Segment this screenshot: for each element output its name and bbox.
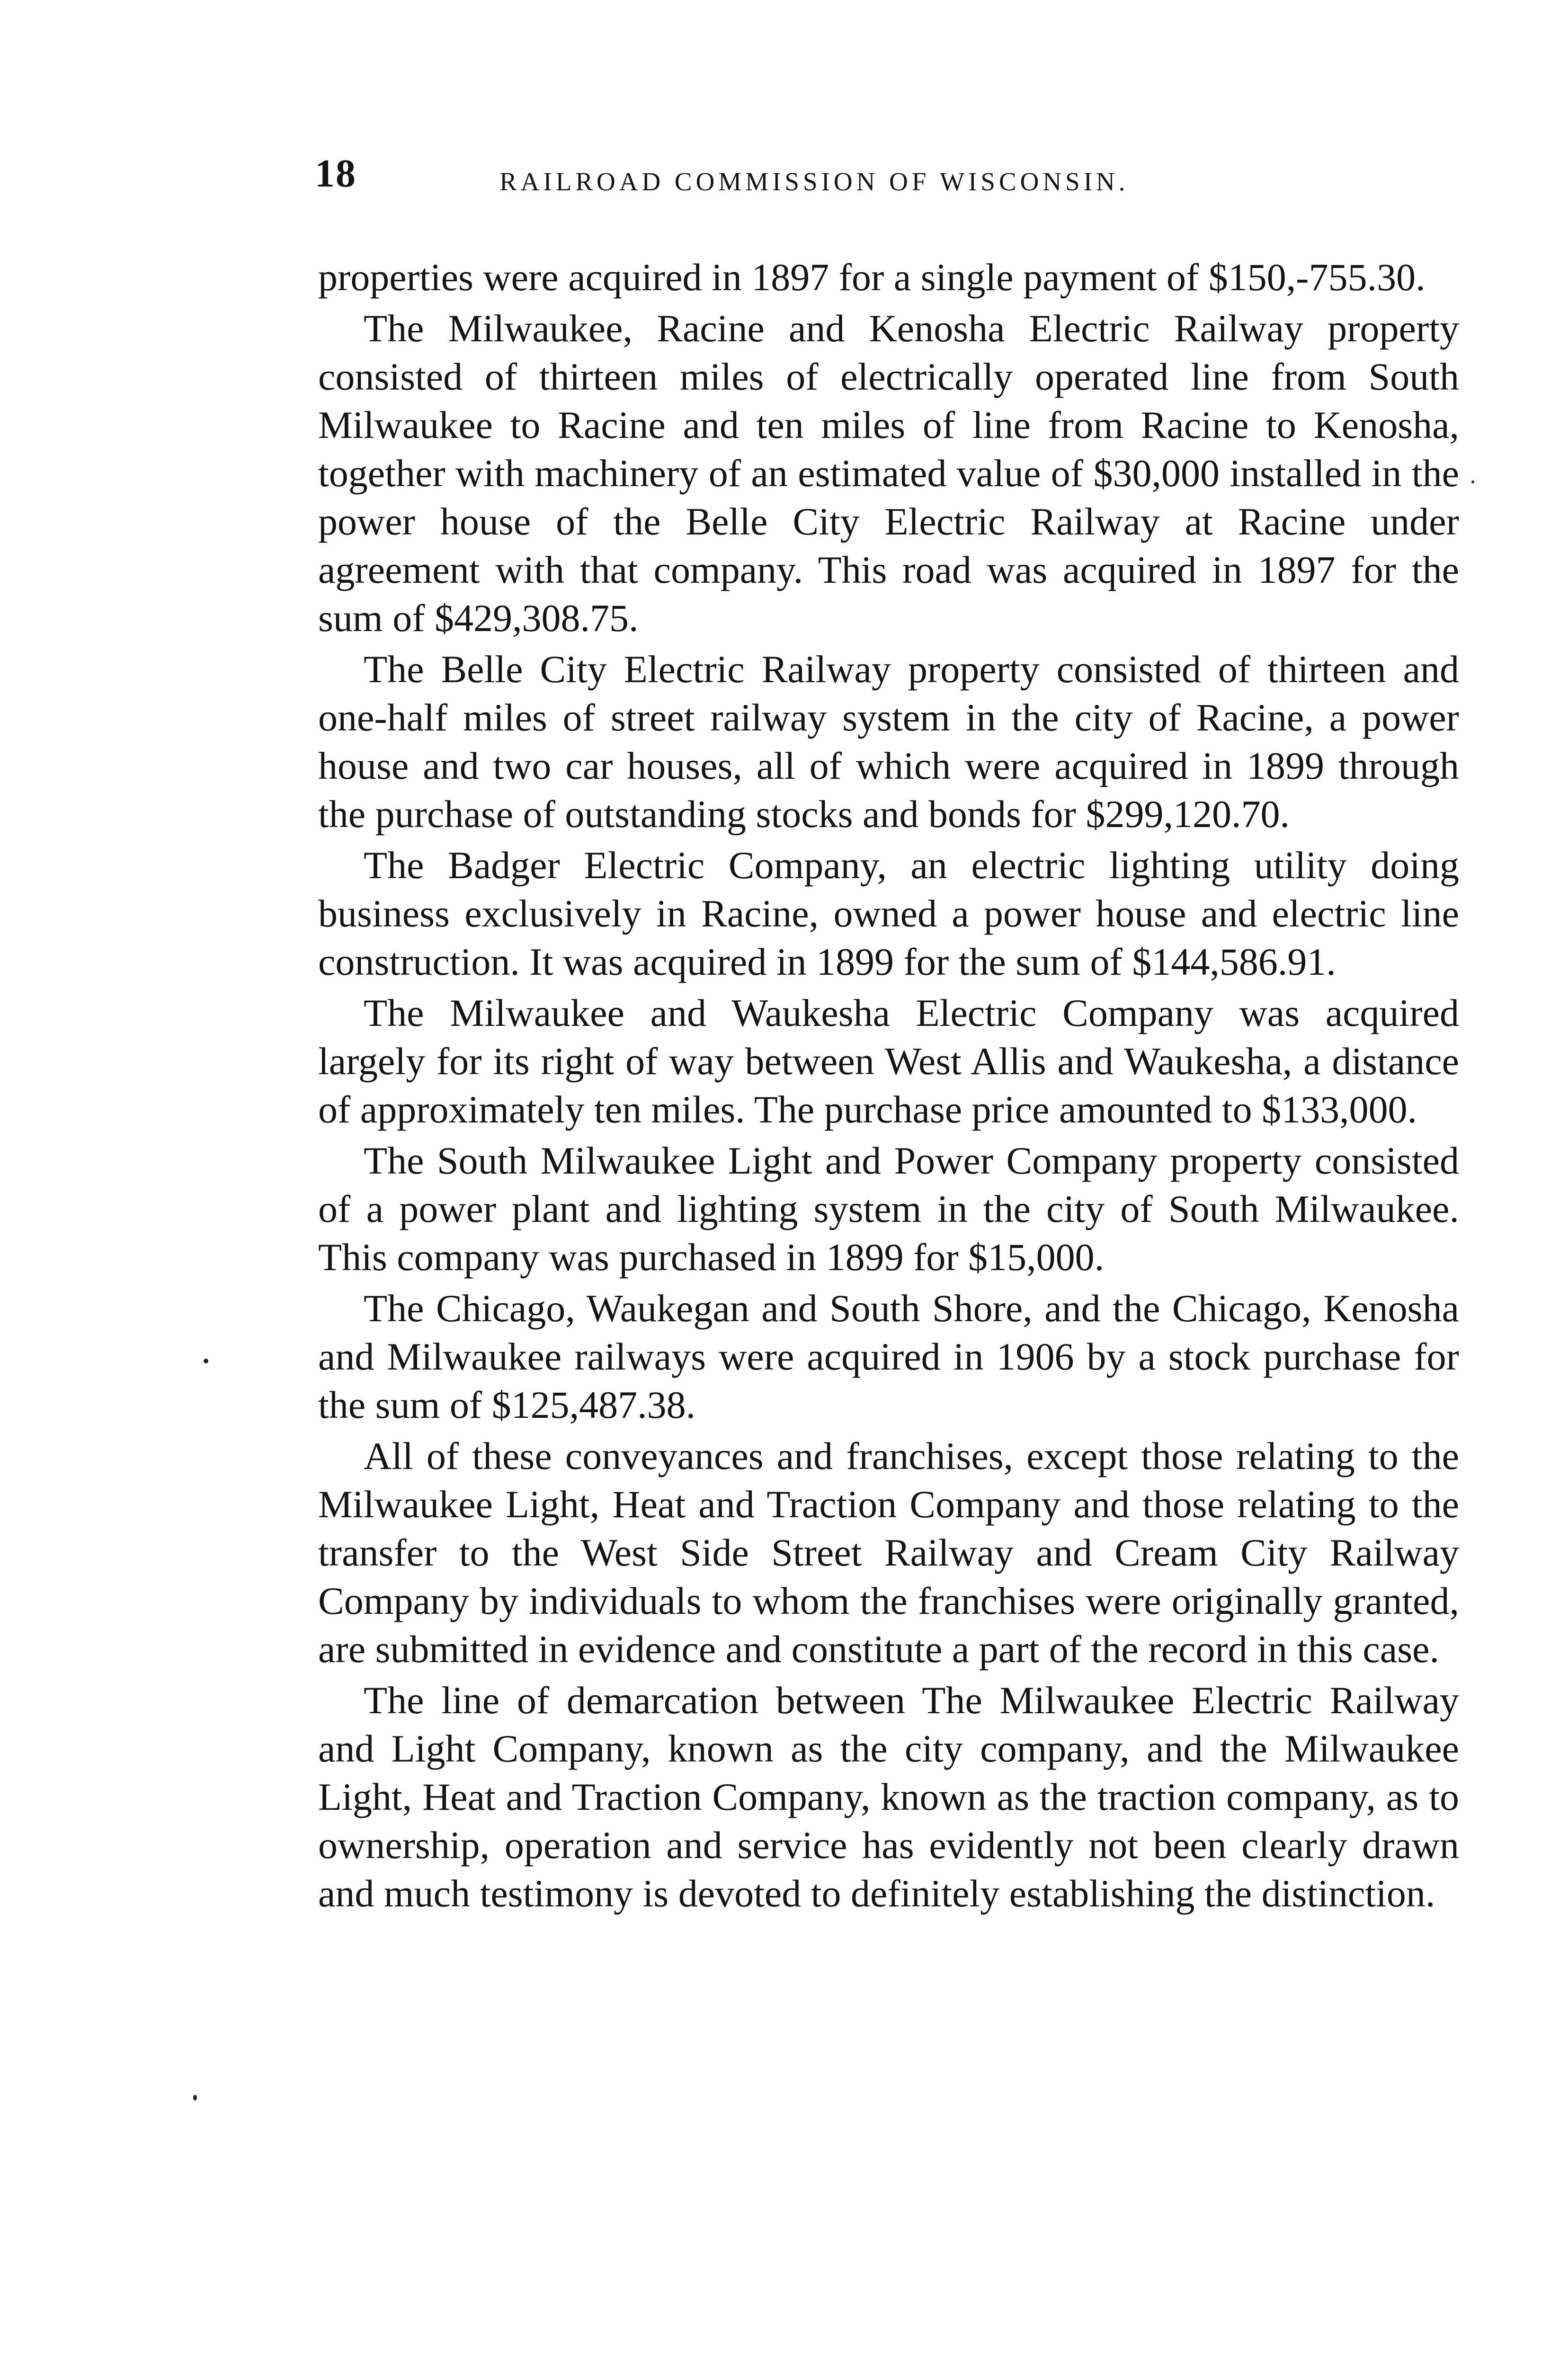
paragraph-milwaukee-waukesha: The Milwaukee and Waukesha Electric Company was acquired largely for its right of way between West Allis and Waukesha, a distance of approximately ten miles. The purchase price amounted to $133,000. xyxy=(318,991,1459,1131)
paragraph-continuation: properties were acquired in 1897 for a single payment of $150,-755.30. xyxy=(318,256,1425,299)
paragraph-belle-city-railway: The Belle City Electric Railway property consisted of thirteen and one-half miles of street railway system in the city of Racine, a power house and two car houses, all of which were acquired in 1899 through the purchase of outstanding stocks and bonds for $299,120.70. xyxy=(318,648,1459,836)
scan-speck xyxy=(204,1359,208,1363)
running-title: RAILROAD COMMISSION OF WISCONSIN. xyxy=(499,167,1129,196)
paragraph-chicago-railways: The Chicago, Waukegan and South Shore, and the Chicago, Kenosha and Milwaukee railways were acquired in 1906 by a stock purchase for the sum of $125,487.38. xyxy=(318,1287,1459,1426)
paragraph-south-milwaukee-light: The South Milwaukee Light and Power Company property consisted of a power plant and lighting system in the city of South Milwaukee. This company was purchased in 1899 for $15,000. xyxy=(318,1139,1459,1279)
scan-speck xyxy=(193,2095,197,2100)
paragraph-badger-electric: The Badger Electric Company, an electric lighting utility doing business exclusively in Racine, owned a power house and electric line construction. It was acquired in 1899 for the sum of $144,586.91. xyxy=(318,844,1459,983)
paragraph-racine-kenosha-railway: The Milwaukee, Racine and Kenosha Electric Railway property consisted of thirteen miles of electrically operated line from South Milwaukee to Racine and ten miles of line from Racine to Kenosha, together with machinery of an estimated value of $30,000 installed in the power house of the Belle City Electric Railway at Racine under agreement with that company. This road was acquired in 1897 for the sum of $429,308.75. xyxy=(318,307,1459,640)
body-text xyxy=(318,253,1459,1921)
paragraph-line-of-demarcation: The line of demarcation between The Milwaukee Electric Railway and Light Company, known as the city company, and the Milwaukee Light, Heat and Traction Company, known as the traction company, as to ownership, operation and service has evidently not been clearly drawn and much testimony is devoted to definitely establishing the distinction. xyxy=(318,1679,1459,1915)
page-header xyxy=(315,151,1461,203)
page-number: 18 xyxy=(315,151,356,196)
paragraph-conveyances-franchises: All of these conveyances and franchises, except those relating to the Milwaukee Light, Heat and Traction Company and those relating to the transfer to the West Side Street Railway and Cream City Railway Company by individuals to whom the franchises were originally granted, are submitted in evidence and constitute a part of the record in this case. xyxy=(318,1434,1459,1671)
scan-speck xyxy=(1471,481,1474,483)
